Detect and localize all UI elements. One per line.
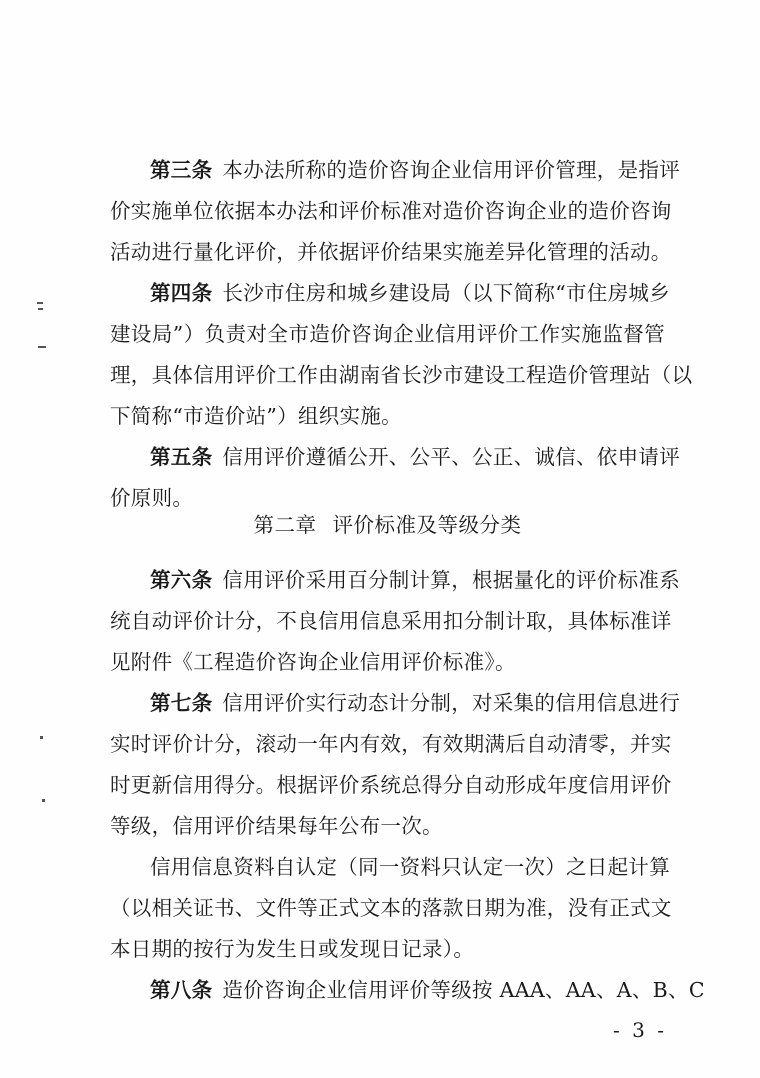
article-7-heading: 第七条 [150,691,213,715]
article-4-line-4: 下简称“市造价站”）组织实施。 [110,404,402,428]
chapter-heading [110,512,665,538]
article-4-line-3: 理，具体信用评价工作由湖南省长沙市建设工程造价管理站（以 [110,363,693,387]
article-6-line-3: 见附件《工程造价咨询企业信用评价标准》。 [110,650,516,674]
scan-mark [42,799,45,802]
article-3-line-1 [150,158,681,182]
article-3-line-2: 价实施单位依据本办法和评价标准对造价咨询企业的造价咨询 [110,199,672,223]
article-5-text: 信用评价遵循公开、公平、公正、诚信、依申请评 [222,445,681,469]
article-5-line-1 [150,445,681,469]
article-5-heading: 第五条 [150,445,213,469]
chapter-number: 第二章 [253,513,317,537]
article-3-line-3: 活动进行量化评价，并依据评价结果实施差异化管理的活动。 [110,240,672,264]
article-3-text: 本办法所称的造价咨询企业信用评价管理，是指评 [222,158,681,182]
article-8-line-1 [150,978,705,1002]
chapter-title: 评价标准及等级分类 [332,513,522,537]
scan-mark [37,302,43,304]
scan-mark [38,346,46,348]
article-6-line-1 [150,568,681,592]
paragraph-line-3: 本日期的按行为发生日或发现日记录）。 [110,937,475,961]
article-7-line-4: 等级，信用评价结果每年公布一次。 [110,814,443,838]
article-6-line-2: 统自动评价计分，不良信用信息采用扣分制计取，具体标准详 [110,609,672,633]
article-8-heading: 第八条 [150,978,213,1002]
paragraph-line-1: 信用信息资料自认定（同一资料只认定一次）之日起计算 [150,855,670,879]
article-4-line-1 [150,281,670,305]
scan-mark [40,736,43,739]
page-number: - 3 - [613,1018,667,1042]
article-7-line-3: 时更新信用得分。根据评价系统总得分自动形成年度信用评价 [110,773,672,797]
article-3-heading: 第三条 [150,158,213,182]
article-4-text: 长沙市住房和城乡建设局（以下简称“市住房城乡 [222,281,670,305]
article-4-line-2: 建设局”）负责对全市造价咨询企业信用评价工作实施监督管 [110,322,665,346]
article-7-line-1 [150,691,681,715]
article-5-line-2: 价原则。 [110,486,194,510]
article-4-heading: 第四条 [150,281,213,305]
scan-mark [38,308,43,310]
article-8-text: 造价咨询企业信用评价等级按 AAA、AA、A、B、C [222,978,705,1002]
paragraph-line-2: （以相关证书、文件等正式文本的落款日期为准，没有正式文 [110,896,672,920]
article-6-text: 信用评价采用百分制计算，根据量化的评价标准系 [222,568,681,592]
article-6-heading: 第六条 [150,568,213,592]
article-7-text: 信用评价实行动态计分制，对采集的信用信息进行 [222,691,681,715]
article-7-line-2: 实时评价计分，滚动一年内有效，有效期满后自动清零，并实 [110,732,672,756]
